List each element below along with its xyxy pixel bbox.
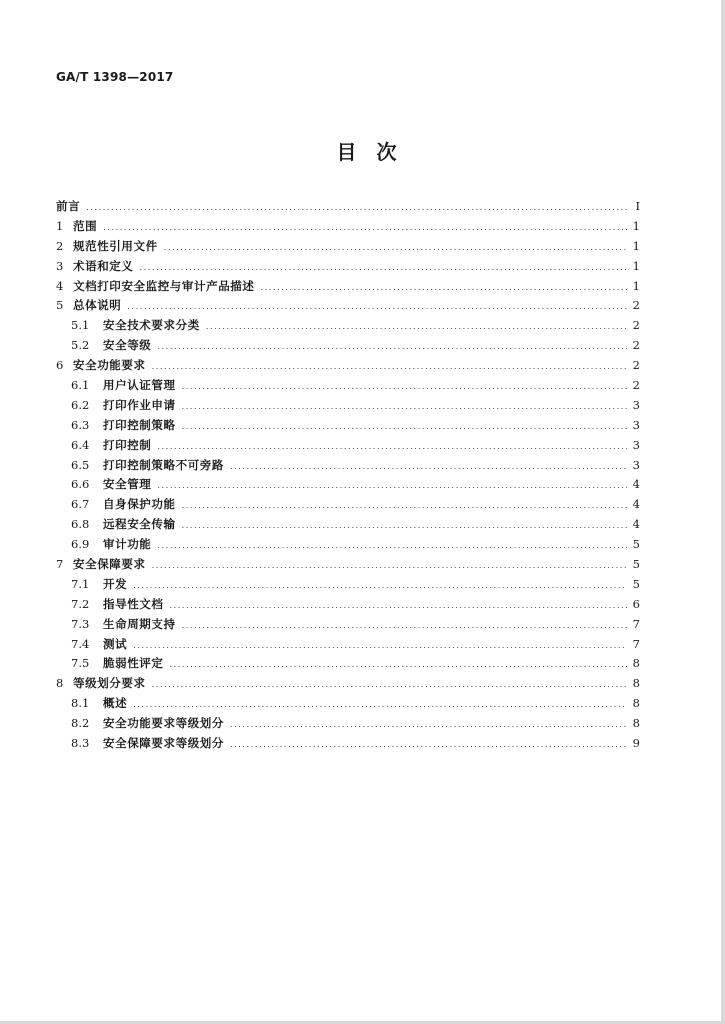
toc-dot-leader (133, 636, 627, 656)
toc-entry-page-number: 1 (632, 238, 640, 253)
toc-entry-number: 2 (56, 238, 64, 253)
toc-entry-label: 远程安全传输 (103, 517, 176, 532)
toc-entry-number: 6.3 (71, 417, 90, 432)
toc-list (56, 197, 640, 754)
toc-dot-leader (230, 735, 627, 755)
toc-entry-page-number: 5 (632, 576, 640, 591)
toc-entry-page-number: 3 (632, 437, 640, 452)
toc-dot-leader (230, 457, 627, 477)
toc-entry-number: 6 (56, 358, 64, 373)
toc-entry-number: 7.4 (71, 636, 90, 651)
toc-entry-number: 7 (56, 557, 64, 572)
toc-entry-label: 生命周期支持 (103, 616, 176, 631)
toc-entry-number: 3 (56, 258, 64, 273)
toc-entry-label: 用户认证管理 (103, 378, 176, 393)
toc-entry-number: 8.1 (71, 696, 90, 711)
toc-entry[interactable] (56, 734, 640, 754)
toc-entry-label: 安全功能要求等级划分 (103, 716, 224, 731)
toc-entry-number: 7.5 (71, 656, 90, 671)
toc-entry-page-number: 8 (632, 676, 640, 691)
toc-entry[interactable] (56, 654, 640, 674)
toc-entry-page-number: 4 (632, 477, 640, 492)
toc-entry-label: 安全管理 (103, 477, 152, 492)
toc-entry-number: 6.4 (71, 437, 90, 452)
toc-entry[interactable] (56, 316, 640, 336)
toc-title: 目 次 (336, 140, 397, 164)
toc-entry-page-number: 3 (632, 397, 640, 412)
toc-entry-label: 测试 (103, 636, 128, 651)
toc-entry-label: 安全功能要求 (73, 358, 146, 373)
toc-entry[interactable] (56, 515, 640, 535)
toc-entry[interactable] (56, 356, 640, 376)
toc-entry-number: 7.3 (71, 616, 90, 631)
toc-entry[interactable] (56, 257, 640, 277)
toc-entry-page-number: 2 (632, 338, 640, 353)
toc-entry[interactable] (56, 575, 640, 595)
toc-dot-leader (157, 437, 627, 457)
toc-dot-leader (152, 556, 627, 576)
toc-entry[interactable] (56, 416, 640, 436)
toc-dot-leader (152, 357, 627, 377)
toc-entry-page-number: 7 (632, 616, 640, 631)
toc-entry-page-number: 2 (632, 358, 640, 373)
toc-entry-page-number: 3 (632, 417, 640, 432)
toc-entry-page-number: 4 (632, 517, 640, 532)
toc-dot-leader (157, 337, 627, 357)
toc-entry-number: 6.2 (71, 397, 90, 412)
toc-entry[interactable] (56, 555, 640, 575)
toc-dot-leader (164, 238, 627, 258)
toc-entry-page-number: 2 (632, 378, 640, 393)
toc-entry-page-number: 4 (632, 497, 640, 512)
toc-entry[interactable] (56, 635, 640, 655)
toc-entry-page-number: 8 (632, 656, 640, 671)
toc-entry-label: 安全技术要求分类 (103, 318, 200, 333)
toc-entry[interactable] (56, 714, 640, 734)
toc-entry-page-number: 8 (632, 696, 640, 711)
toc-entry-number: 8.2 (71, 716, 90, 731)
toc-entry-page-number: Ⅰ (635, 199, 640, 213)
toc-entry-number: 6.1 (71, 378, 90, 393)
toc-entry[interactable] (56, 197, 640, 217)
toc-entry-label: 开发 (103, 576, 128, 591)
toc-dot-leader (103, 218, 627, 238)
toc-entry-label: 安全保障要求等级划分 (103, 736, 224, 751)
toc-entry[interactable] (56, 237, 640, 257)
toc-dot-leader (230, 715, 627, 735)
toc-entry-number: 6.5 (71, 457, 90, 472)
toc-entry[interactable] (56, 674, 640, 694)
toc-dot-leader (261, 278, 628, 298)
toc-dot-leader (157, 536, 627, 556)
toc-entry-label: 自身保护功能 (103, 497, 176, 512)
toc-entry-number: 5 (56, 298, 64, 313)
toc-dot-leader (127, 297, 627, 317)
toc-entry-number: 6.6 (71, 477, 90, 492)
toc-entry-number: 4 (56, 278, 64, 293)
toc-entry-number: 6.7 (71, 497, 90, 512)
toc-entry-label: 打印作业申请 (103, 397, 176, 412)
toc-entry-page-number: 6 (632, 596, 640, 611)
toc-entry-page-number: 2 (632, 318, 640, 333)
toc-dot-leader (182, 496, 627, 516)
toc-dot-leader (182, 616, 627, 636)
toc-entry[interactable] (56, 694, 640, 714)
toc-entry-number: 1 (56, 218, 64, 233)
toc-entry-number: 7.2 (71, 596, 90, 611)
toc-entry-page-number: 1 (632, 278, 640, 293)
toc-entry-label: 打印控制 (103, 437, 152, 452)
toc-entry[interactable] (56, 475, 640, 495)
toc-entry[interactable] (56, 296, 640, 316)
toc-dot-leader (170, 655, 628, 675)
toc-dot-leader (182, 516, 627, 536)
toc-entry[interactable] (56, 595, 640, 615)
toc-entry-number: 8 (56, 676, 64, 691)
toc-entry-number: 6.9 (71, 537, 90, 552)
toc-entry-page-number: 5 (632, 557, 640, 572)
toc-entry-page-number: 7 (632, 636, 640, 651)
standard-code: GA/T 1398—2017 (56, 70, 174, 84)
toc-entry-label: 总体说明 (73, 298, 122, 313)
toc-entry-label: 范围 (73, 218, 98, 233)
toc-dot-leader (170, 596, 628, 616)
toc-entry-label: 脆弱性评定 (103, 656, 164, 671)
toc-entry[interactable] (56, 456, 640, 476)
toc-entry-number: 7.1 (71, 576, 90, 591)
toc-entry-page-number: 5 (632, 537, 640, 552)
toc-dot-leader (133, 695, 627, 715)
toc-entry-label: 打印控制策略 (103, 417, 176, 432)
toc-entry-number: 5.1 (71, 318, 90, 333)
toc-entry-page-number: 9 (632, 736, 640, 751)
toc-dot-leader (182, 397, 627, 417)
toc-dot-leader (86, 198, 627, 218)
toc-entry-label: 安全保障要求 (73, 557, 146, 572)
toc-dot-leader (206, 317, 627, 337)
toc-entry-page-number: 1 (632, 258, 640, 273)
toc-entry-label: 文档打印安全监控与审计产品描述 (73, 278, 255, 293)
toc-entry-label: 概述 (103, 696, 128, 711)
toc-dot-leader (152, 675, 627, 695)
toc-dot-leader (133, 576, 627, 596)
toc-entry-label: 打印控制策略不可旁路 (103, 457, 224, 472)
toc-dot-leader (157, 476, 627, 496)
toc-entry-number: 8.3 (71, 736, 90, 751)
toc-entry-page-number: 1 (632, 218, 640, 233)
toc-entry-number: 5.2 (71, 338, 90, 353)
toc-entry-label: 指导性文档 (103, 596, 164, 611)
toc-dot-leader (140, 258, 628, 278)
toc-entry[interactable] (56, 535, 640, 555)
toc-entry-label: 前言 (56, 199, 81, 213)
toc-dot-leader (182, 377, 627, 397)
toc-entry[interactable] (56, 396, 640, 416)
toc-entry-page-number: 8 (632, 716, 640, 731)
toc-entry[interactable] (56, 277, 640, 297)
toc-entry[interactable] (56, 615, 640, 635)
toc-entry-label: 等级划分要求 (73, 676, 146, 691)
toc-entry-number: 6.8 (71, 517, 90, 532)
toc-entry[interactable] (56, 336, 640, 356)
toc-entry-label: 规范性引用文件 (73, 238, 158, 253)
toc-entry-label: 安全等级 (103, 338, 152, 353)
toc-entry[interactable] (56, 436, 640, 456)
toc-entry-label: 审计功能 (103, 537, 152, 552)
toc-entry[interactable] (56, 217, 640, 237)
toc-dot-leader (182, 417, 627, 437)
toc-entry-page-number: 2 (632, 298, 640, 313)
toc-entry[interactable] (56, 376, 640, 396)
toc-entry-label: 术语和定义 (73, 258, 134, 273)
toc-entry[interactable] (56, 495, 640, 515)
toc-entry-page-number: 3 (632, 457, 640, 472)
